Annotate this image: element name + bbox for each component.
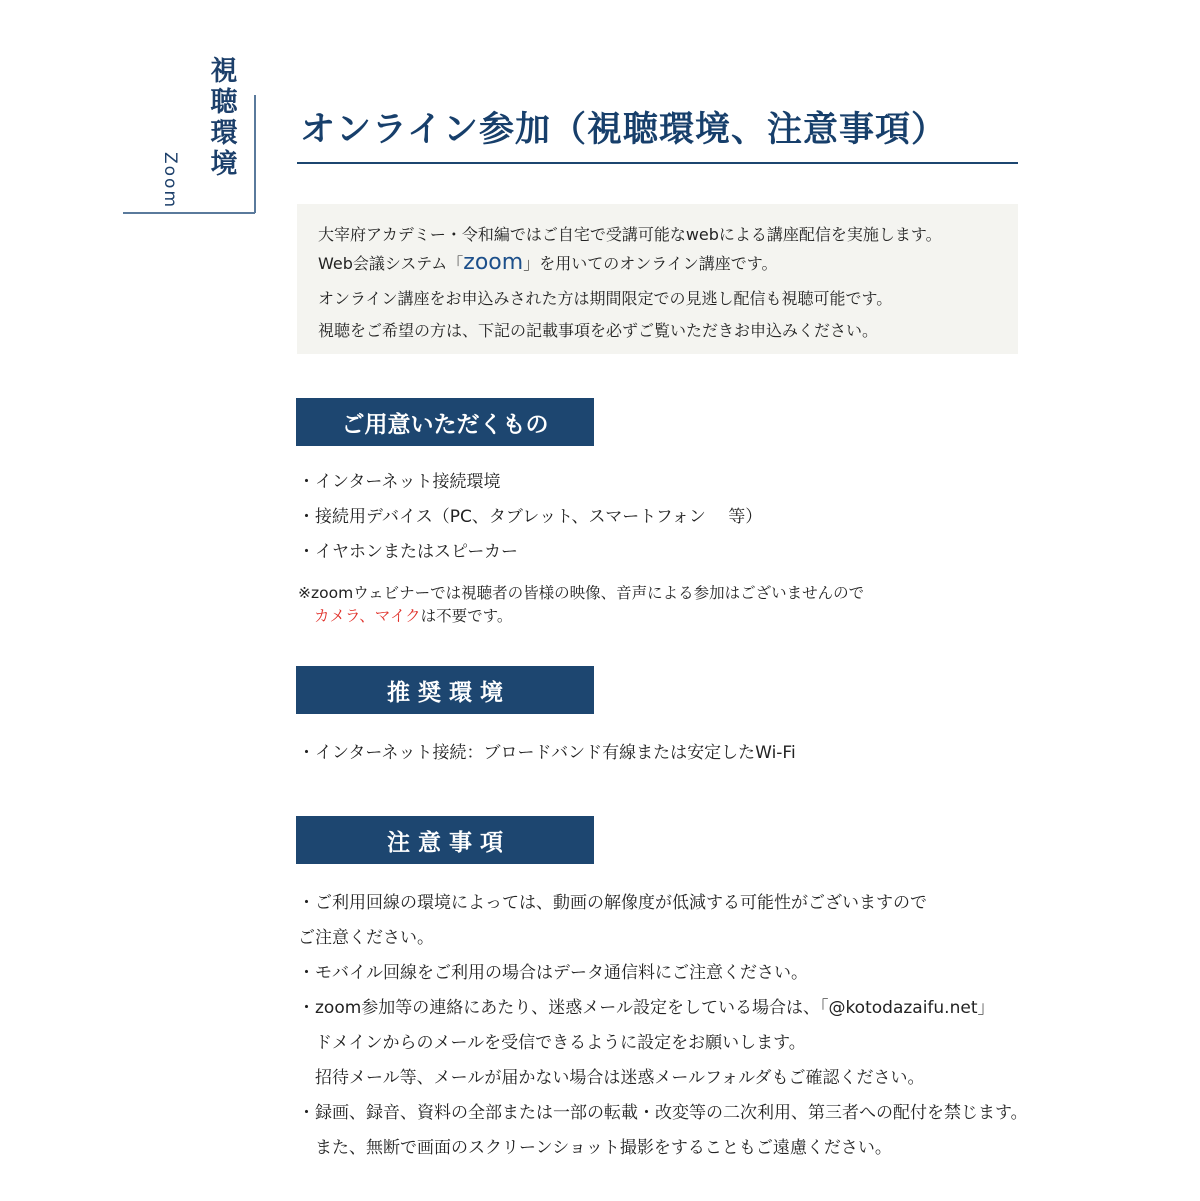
- note: [314, 604, 512, 626]
- list-item: ・インターネット接続：ブロードバンド有線または安定したWi-Fi: [298, 743, 796, 763]
- intro-line: 大宰府アカデミー・令和編ではご自宅で受講可能なwebによる講座配信を実施します。: [318, 225, 942, 244]
- caution-line: ご注意ください。: [298, 928, 434, 948]
- side-tag: [206, 56, 242, 180]
- caution-line: 招待メール等、メールが届かない場合は迷惑メールフォルダもご確認ください。: [298, 1068, 925, 1088]
- section-heading-cautions: 注 意 事 項: [296, 816, 594, 864]
- zoom-word: zoom: [463, 250, 524, 275]
- list-item: ・イヤホンまたはスピーカー: [298, 542, 518, 562]
- text: 」を用いてのオンライン講座です。: [523, 254, 778, 273]
- caution-line: ・録画、録音、資料の全部または一部の転載・改変等の二次利用、第三者への配付を禁じます。: [298, 1103, 1028, 1123]
- caution-line: ドメインからのメールを受信できるように設定をお願いします。: [298, 1033, 806, 1053]
- side-tag-char: 視: [210, 56, 238, 87]
- side-tag-char: 境: [210, 149, 238, 180]
- caution-line: ・zoom参加等の連絡にあたり、迷惑メール設定をしている場合は、「@kotodazaifu.net」: [298, 998, 995, 1018]
- side-tag-char: 環: [210, 118, 238, 149]
- section-heading-recommended: 推 奨 環 境: [296, 666, 594, 714]
- text: Web会議システム「: [318, 254, 464, 273]
- caution-line: また、無断で画面のスクリーンショット撮影をすることもご遠慮ください。: [298, 1138, 892, 1158]
- title-underline: [297, 162, 1018, 164]
- list-item: ・接続用デバイス（PC、タブレット、スマートフォン 等）: [298, 507, 763, 527]
- intro-line: オンライン講座をお申込みされた方は期間限定での見逃し配信も視聴可能です。: [318, 289, 893, 308]
- list-item: ・インターネット接続環境: [298, 472, 501, 492]
- side-tag-char: 聴: [210, 87, 238, 118]
- section-heading-prepare: ご用意いただくもの: [296, 398, 594, 446]
- page-title: オンライン参加（視聴環境、注意事項）: [300, 110, 947, 150]
- caution-line: ・モバイル回線をご利用の場合はデータ通信料にご注意ください。: [298, 963, 808, 983]
- side-tag-sub: Zoom: [160, 152, 180, 210]
- divider: [123, 212, 255, 214]
- caution-line: ・ご利用回線の環境によっては、動画の解像度が低減する可能性がございますので: [298, 893, 927, 913]
- intro-line: 視聴をご希望の方は、下記の記載事項を必ずご覧いただきお申込みください。: [318, 321, 879, 340]
- divider: [254, 95, 256, 213]
- intro-line: [318, 250, 777, 275]
- text: は不要です。: [420, 607, 513, 625]
- note: ※zoomウェビナーでは視聴者の皆様の映像、音声による参加はございませんので: [298, 584, 865, 602]
- note-highlight: カメラ、マイク: [314, 607, 421, 625]
